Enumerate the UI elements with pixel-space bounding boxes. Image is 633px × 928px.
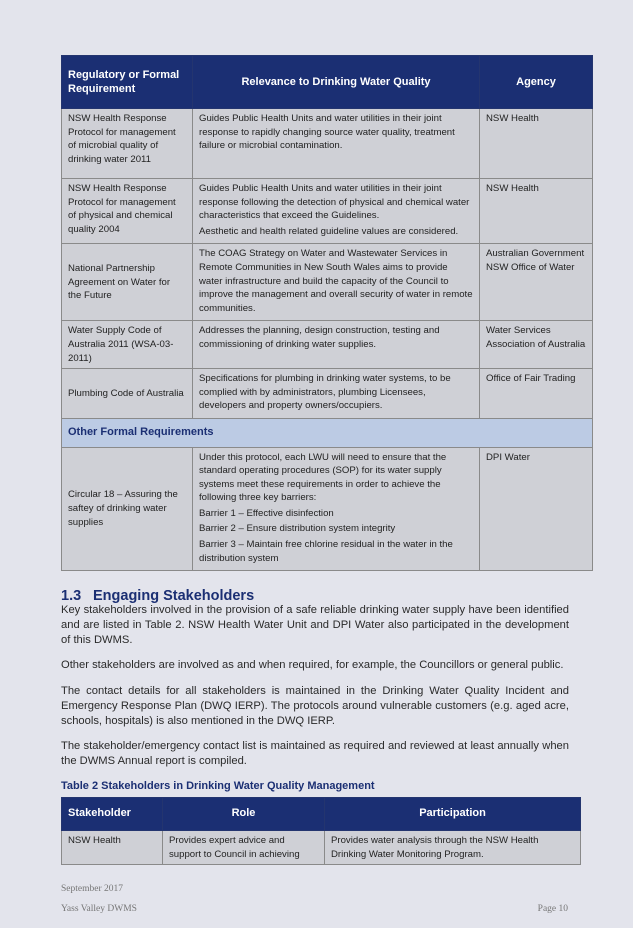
footer-document: Yass Valley DWMS <box>61 904 137 914</box>
footer-page-number: Page 10 <box>537 904 568 914</box>
header-requirement: Regulatory or Formal Requirement <box>62 56 193 109</box>
paragraph: Other stakeholders are involved as and when required, for example, the Councillors or general public. <box>61 659 564 671</box>
table-row <box>62 179 593 244</box>
relevance-text: The COAG Strategy on Water and Wastewater Services in Remote Communities in New South Wales aims to provide water infrastructure and build the capacity of the Council to improve the management and overall security of water in remote communities. <box>199 248 473 314</box>
agency-cell: Australian Government NSW Office of Water <box>480 244 593 321</box>
regulatory-requirements-table <box>61 55 593 571</box>
relevance-text: Specifications for plumbing in drinking water systems, to be complied with by administrators, plumbing Licensees, developers and property owners/occupiers. <box>199 373 451 412</box>
header-role: Role <box>163 798 325 831</box>
table-row <box>62 831 581 865</box>
relevance-text: Barrier 2 – Ensure distribution system integrity <box>199 523 396 535</box>
relevance-cell <box>193 179 480 244</box>
table-row <box>62 109 593 179</box>
relevance-text: Guides Public Health Units and water utilities in their joint response following the detection of physical and chemical water characteristics that exceed the Guidelines. <box>199 183 470 222</box>
agency-cell: Office of Fair Trading <box>480 369 593 419</box>
table-row <box>62 447 593 571</box>
requirement-cell: Water Supply Code of Australia 2011 (WSA-03-2011) <box>62 321 193 369</box>
paragraph: The stakeholder/emergency contact list is maintained as required and reviewed at least annually when the DWMS Annual report is compiled. <box>61 740 569 768</box>
relevance-cell <box>193 321 480 369</box>
relevance-cell <box>193 244 480 321</box>
requirement-cell: Circular 18 – Assuring the saftey of drinking water supplies <box>62 447 193 571</box>
section-title-text: Engaging Stakeholders <box>93 588 255 604</box>
relevance-text: Under this protocol, each LWU will need to ensure that the standard operating procedures (SOP) for its water supply systems meet these requirements in order to achieve the following three key barriers: <box>199 451 447 504</box>
relevance-text: Aesthetic and health related guideline values are considered. <box>199 225 459 237</box>
agency-cell: Water Services Association of Australia <box>480 321 593 369</box>
header-agency: Agency <box>480 56 593 109</box>
requirement-cell: National Partnership Agreement on Water for the Future <box>62 244 193 321</box>
header-stakeholder: Stakeholder <box>62 798 163 831</box>
requirement-cell: NSW Health Response Protocol for management of physical and chemical quality 2004 <box>62 179 193 244</box>
header-participation: Participation <box>325 798 581 831</box>
requirement-cell: NSW Health Response Protocol for management of microbial quality of drinking water 2011 <box>62 109 193 179</box>
table-row <box>62 244 593 321</box>
table-row <box>62 369 593 419</box>
relevance-cell <box>193 369 480 419</box>
table-header-row <box>62 798 581 831</box>
agency-cell: NSW Health <box>480 179 593 244</box>
participation-cell: Provides water analysis through the NSW Health Drinking Water Monitoring Program. <box>325 831 581 865</box>
relevance-cell <box>193 447 480 571</box>
section-heading <box>61 588 592 604</box>
paragraph: The contact details for all stakeholders is maintained in the Drinking Water Quality Incident and Emergency Response Plan (DWQ IERP). The protocols around vulnerable customers (e.g. aged acre, schools, hospitals) is also mentioned in the DWQ IERP. <box>61 685 569 728</box>
stakeholders-table <box>61 797 581 865</box>
relevance-text: Barrier 1 – Effective disinfection <box>199 507 334 519</box>
requirement-cell: Plumbing Code of Australia <box>62 369 193 419</box>
relevance-text: Barrier 3 – Maintain free chlorine residual in the water in the distribution system <box>199 539 453 564</box>
section-row <box>62 418 593 447</box>
relevance-cell <box>193 109 480 179</box>
table-header-row <box>62 56 593 109</box>
footer-date: September 2017 <box>61 884 124 894</box>
agency-cell: NSW Health <box>480 109 593 179</box>
section-title: Other Formal Requirements <box>62 418 593 447</box>
relevance-text: Addresses the planning, design construction, testing and commissioning of drinking water supplies. <box>199 325 440 350</box>
agency-cell: DPI Water <box>480 447 593 571</box>
relevance-text: Guides Public Health Units and water utilities in their joint response to rapidly changing source water quality, treatment failure or microbial contamination. <box>199 113 455 152</box>
header-relevance: Relevance to Drinking Water Quality <box>193 56 480 109</box>
table-row <box>62 321 593 369</box>
role-cell: Provides expert advice and support to Council in achieving <box>163 831 325 865</box>
section-number: 1.3 <box>61 588 82 604</box>
stakeholder-cell: NSW Health <box>62 831 163 865</box>
paragraph: Key stakeholders involved in the provision of a safe reliable drinking water supply have been identified and are listed in Table 2. NSW Health Water Unit and DPI Water also participated in the development of this DWMS. <box>61 604 569 647</box>
table-caption: Table 2 Stakeholders in Drinking Water Quality Management <box>61 780 375 792</box>
